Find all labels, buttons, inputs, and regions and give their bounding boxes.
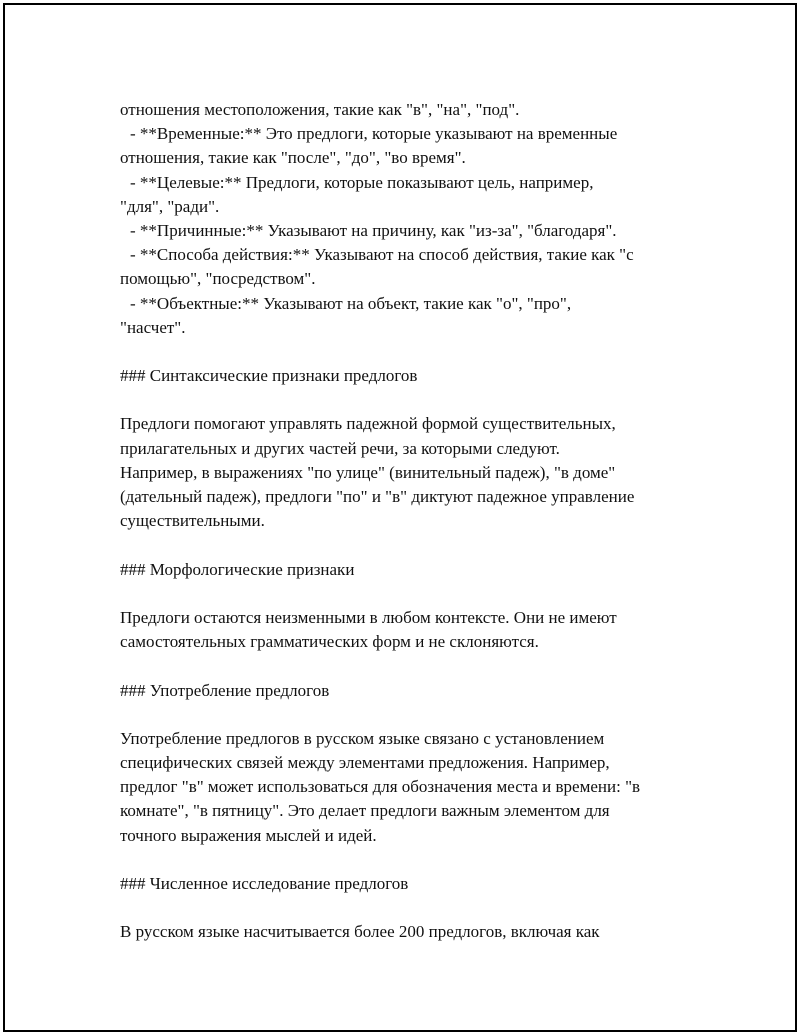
paragraph-line: специфических связей между элементами предложения. Например, xyxy=(120,753,610,773)
section-heading-morphological: ### Морфологические признаки xyxy=(120,559,355,579)
paragraph-line: прилагательных и других частей речи, за которыми следуют. xyxy=(120,438,560,458)
spacer xyxy=(120,703,700,727)
spacer xyxy=(120,533,700,557)
paragraph-line: точного выражения мыслей и идей. xyxy=(120,825,377,845)
paragraph-line: Например, в выражениях "по улице" (винительный падеж), "в доме" xyxy=(120,462,616,482)
list-item-line: - **Способа действия:** Указывают на способ действия, такие как "с xyxy=(130,245,634,265)
document-page xyxy=(3,3,797,1032)
section-heading-syntactic: ### Синтаксические признаки предлогов xyxy=(120,366,418,386)
paragraph-line: Предлоги помогают управлять падежной формой существительных, xyxy=(120,414,616,434)
section-heading-numerical: ### Численное исследование предлогов xyxy=(120,874,409,893)
spacer xyxy=(120,582,700,606)
list-item-line: "для", "ради". xyxy=(120,196,220,216)
paragraph-line: самостоятельных грамматических форм и не склоняются. xyxy=(120,632,539,652)
document-body xyxy=(120,98,700,945)
list-item-line: "насчет". xyxy=(120,317,186,337)
list-item-line: - **Временные:** Это предлоги, которые указывают на временные xyxy=(130,124,618,144)
section-heading-usage: ### Употребление предлогов xyxy=(120,680,330,700)
paragraph-usage xyxy=(120,727,700,848)
list-item-line: - **Целевые:** Предлоги, которые показывают цель, например, xyxy=(130,172,594,192)
paragraph-line: комнате", "в пятницу". Это делает предлоги важным элементом для xyxy=(120,801,610,821)
spacer xyxy=(120,388,700,412)
list-item-line: - **Причинные:** Указывают на причину, как "из-за", "благодаря". xyxy=(130,220,617,240)
list-item-line: помощью", "посредством". xyxy=(120,269,316,289)
paragraph-line: предлог "в" может использоваться для обозначения места и времени: "в xyxy=(120,777,641,797)
paragraph-numerical xyxy=(120,920,700,944)
spacer xyxy=(120,340,700,364)
paragraph-syntactic xyxy=(120,412,700,533)
paragraph-morphological xyxy=(120,606,700,654)
paragraph-line: В русском языке насчитывается более 200 предлогов, включая как xyxy=(120,922,600,942)
paragraph-line: Предлоги остаются неизменными в любом контексте. Они не имеют xyxy=(120,607,617,627)
list-item-temporal xyxy=(120,122,700,170)
list-item-manner xyxy=(120,243,700,291)
spacer xyxy=(120,654,700,678)
paragraph-line: (дательный падеж), предлоги "по" и "в" диктуют падежное управление xyxy=(120,487,635,506)
list-item-purpose xyxy=(120,171,700,219)
list-item-object xyxy=(120,292,700,340)
paragraph-line: Употребление предлогов в русском языке связано с установлением xyxy=(120,728,605,748)
list-continuation-line: отношения местоположения, такие как "в", "на", "под". xyxy=(120,100,520,119)
list-item-line: отношения, такие как "после", "до", "во время". xyxy=(120,148,466,168)
list-item-causal xyxy=(120,219,700,243)
spacer xyxy=(120,896,700,920)
list-item-line: - **Объектные:** Указывают на объект, такие как "о", "про", xyxy=(130,293,572,313)
paragraph-line: существительными. xyxy=(120,511,265,531)
spacer xyxy=(120,848,700,872)
